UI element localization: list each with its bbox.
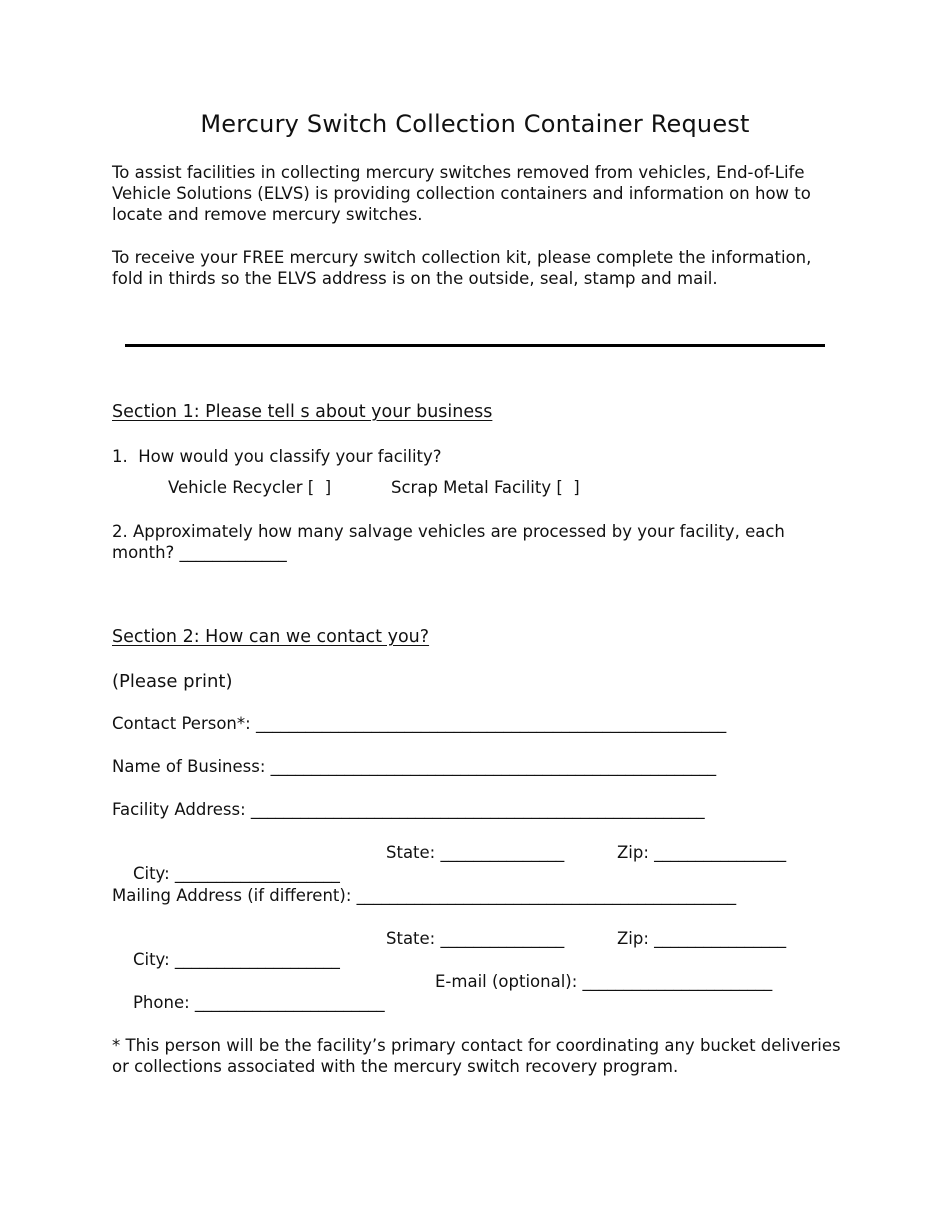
question-1: 1. How would you classify your facility? [112, 447, 442, 466]
footnote: * This person will be the facility’s primary contact for coordinating any bucket deliveries or collections associated with the mercury switch recovery program. [112, 1036, 841, 1076]
option-vehicle-recycler[interactable]: Vehicle Recycler [ ] [168, 478, 332, 497]
please-print-note: (Please print) [112, 671, 233, 692]
state-field[interactable]: State: _______________ [386, 843, 565, 862]
horizontal-divider [125, 344, 825, 347]
mailing-city-field[interactable]: City: ____________________ [132, 950, 340, 969]
phone-field[interactable]: Phone: _______________________ [132, 993, 385, 1012]
intro-paragraph-1: To assist facilities in collecting mercury switches removed from vehicles, End-of-Life Vehicle Solutions (ELVS) is providing collection containers and information on how to locate and remove mercury switches. [112, 163, 811, 224]
section1-heading: Section 1: Please tell s about your business [112, 402, 493, 422]
city-field[interactable]: City: ____________________ [132, 864, 340, 883]
business-name-field[interactable]: Name of Business: ______________________________________________________ [112, 757, 717, 776]
mailing-state-field[interactable]: State: _______________ [386, 929, 565, 948]
zip-field[interactable]: Zip: ________________ [617, 843, 787, 862]
phone-row [112, 971, 385, 1034]
intro-paragraph-2: To receive your FREE mercury switch collection kit, please complete the information, fold in thirds so the ELVS address is on the outside, seal, stamp and mail. [112, 248, 812, 288]
option-scrap-metal-facility[interactable]: Scrap Metal Facility [ ] [391, 478, 580, 497]
page-title: Mercury Switch Collection Container Request [200, 110, 750, 138]
question-2[interactable]: 2. Approximately how many salvage vehicles are processed by your facility, each month? _____________ [112, 522, 785, 562]
mailing-zip-field[interactable]: Zip: ________________ [617, 929, 787, 948]
mailing-address-field[interactable]: Mailing Address (if different): ______________________________________________ [112, 886, 737, 905]
email-field[interactable]: E-mail (optional): _______________________ [435, 972, 773, 991]
contact-person-field[interactable]: Contact Person*: _________________________________________________________ [112, 714, 727, 733]
section2-heading: Section 2: How can we contact you? [112, 627, 430, 647]
facility-address-field[interactable]: Facility Address: _______________________________________________________ [112, 800, 705, 819]
